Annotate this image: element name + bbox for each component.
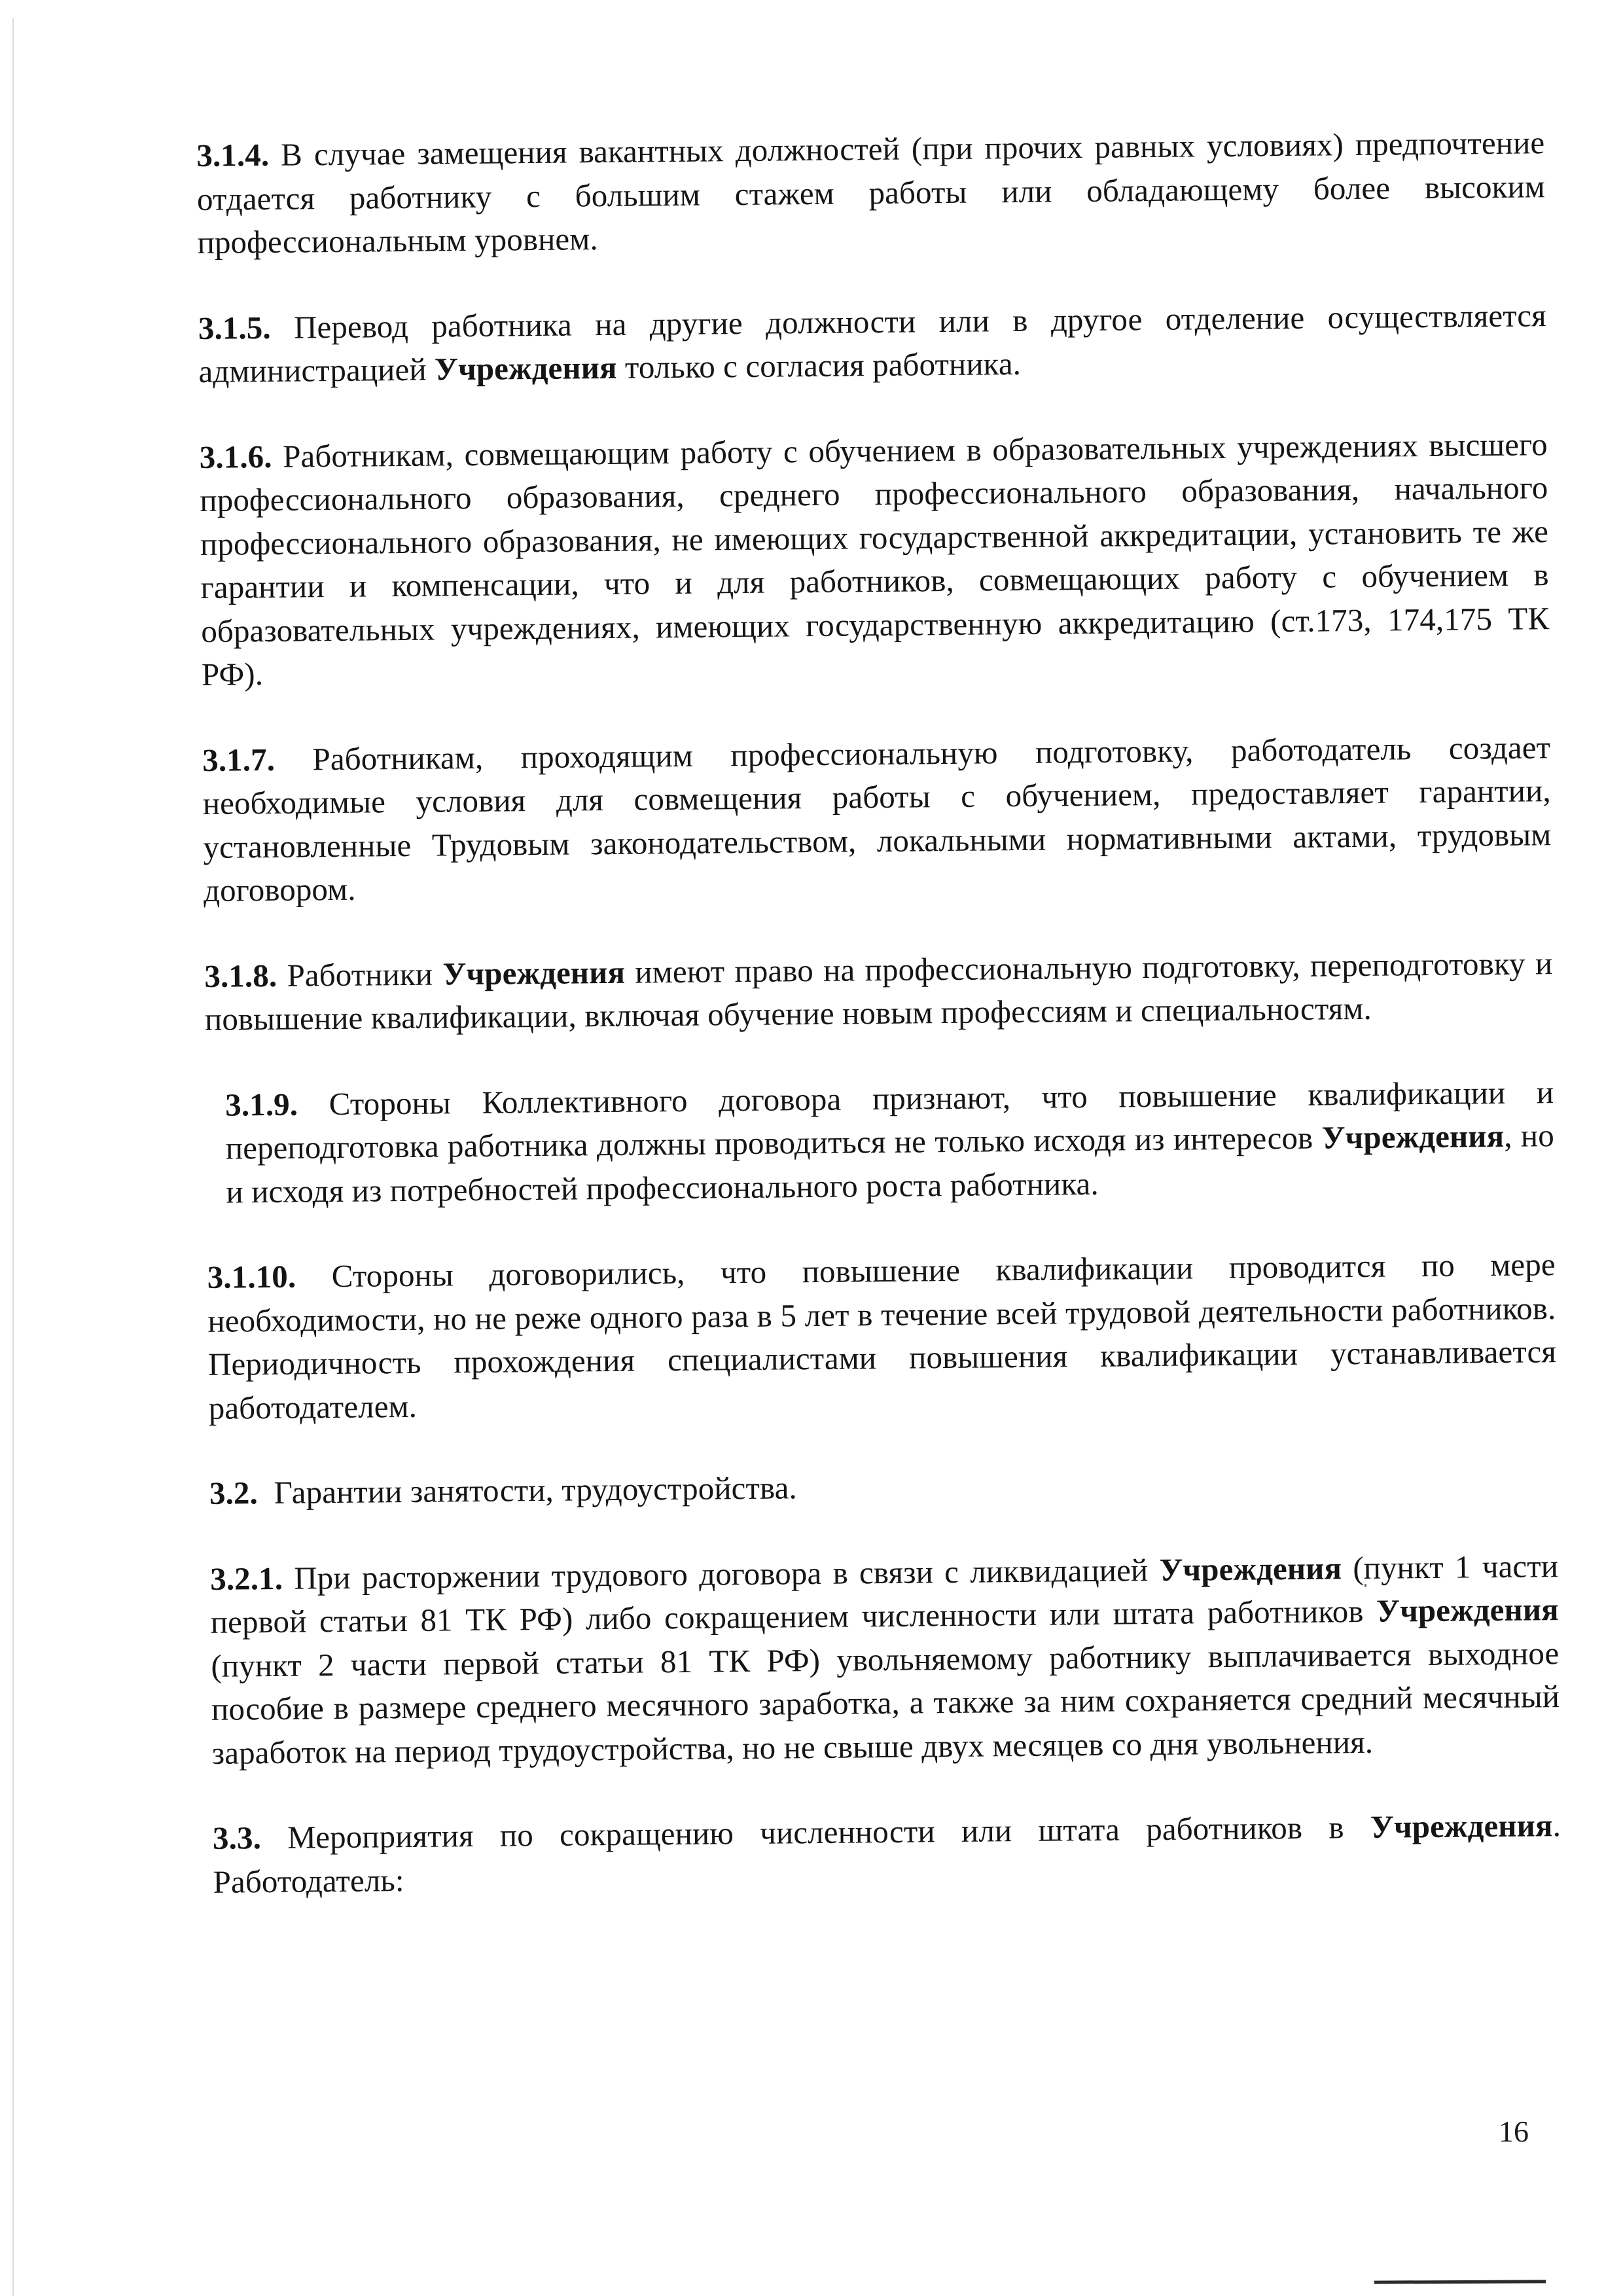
document-page — [196, 121, 1561, 1946]
institution-term: Учреждения — [1159, 1549, 1342, 1588]
clause-text: . Работодатель: — [213, 1807, 1561, 1900]
clause-text: имеют право на профессиональную подготовку, переподготовку и повышение квалификации, включая обучение новым профессиям и специальностям. — [204, 944, 1553, 1037]
clause-text: Стороны Коллективного договора признают, что повышение квалификации и переподготовка работника должны проводиться не только исходя из интересов — [225, 1073, 1554, 1166]
clause-3-1-4 — [196, 121, 1546, 264]
clause-3-2-1 — [210, 1545, 1560, 1775]
clause-number: 3.1.10. — [207, 1258, 296, 1295]
scan-edge-line — [12, 18, 14, 2296]
clause-3-1-6 — [199, 423, 1550, 697]
clause-text: Мероприятия по сокращению численности или штата работников в — [260, 1808, 1371, 1856]
clause-text: При расторжении трудового договора в связи с ликвидацией — [282, 1551, 1160, 1596]
institution-term: Учреждения — [1370, 1807, 1553, 1845]
institution-term: Учреждения — [1321, 1117, 1505, 1156]
clause-text: Работникам, совмещающим работу с обучением в образовательных учреждениях высшего профессионального образования, среднего профессионального образования, начального профессионального образования, не имеющих государственной аккредитации, установить те же гарантии и компенсации, что и для работников, совмещающих работу с обучением в образовательных учреждениях, имеющих государственную аккредитацию (ст.173, 174,175 ТК РФ). — [200, 425, 1550, 692]
clause-number: 3.1.6. — [199, 438, 272, 475]
clause-number: 3.2.1. — [209, 1560, 283, 1597]
clause-text: Работникам, проходящим профессиональную подготовку, работодатель создает необходимые условия для совмещения работы с обучением, предоставляет гарантии, установленные Трудовым законодательством, локальными нормативными актами, трудовым договором. — [202, 728, 1552, 908]
clause-number: 3.1.8. — [204, 957, 277, 994]
clause-text: (пункт 1 части первой статьи 81 ТК РФ) либо сокращением численности или штата работников — [210, 1547, 1559, 1640]
clause-text: В случае замещения вакантных должностей (при прочих равных условиях) предпочтение отдается работнику с большим стажем работы или обладающему более высоким профессиональным уровнем. — [196, 124, 1546, 260]
institution-term: Учреждения — [434, 349, 617, 387]
clause-number: 3.1.7. — [202, 741, 276, 778]
institution-term: Учреждения — [442, 954, 626, 992]
clause-3-1-5 — [198, 294, 1547, 394]
page-number: 16 — [1499, 2115, 1529, 2148]
clause-3-1-8 — [204, 942, 1553, 1042]
clause-text: (пункт 2 части первой статьи 81 ТК РФ) увольняемому работнику выплачивается выходное пособие в размере среднего месячного заработка, а также за ним сохраняется средний месячный заработок на период трудоустройства, но не свыше двух месяцев со дня увольнения. — [211, 1634, 1560, 1771]
clause-text: только с согласия работника. — [616, 345, 1022, 386]
clause-number: 3.1.4. — [196, 136, 270, 173]
section-number: 3.2. — [209, 1475, 259, 1511]
institution-term: Учреждения — [1376, 1591, 1559, 1629]
clause-3-1-9 — [205, 1071, 1555, 1214]
section-3-3 — [213, 1804, 1561, 1904]
clause-3-1-10 — [207, 1243, 1556, 1430]
section-number: 3.3. — [212, 1820, 262, 1856]
section-title: Гарантии занятости, трудоустройства. — [257, 1469, 798, 1511]
clause-text: , но и исходя из потребностей профессионального роста работника. — [226, 1117, 1555, 1210]
footer-rule — [1374, 2280, 1546, 2284]
clause-text: Стороны договорились, что повышение квалификации проводится по мере необходимости, но не реже одного раза в 5 лет в течение всей трудовой деятельности работников. Периодичность прохождения специалистами повышения квалификации устанавливается работодателем. — [207, 1246, 1557, 1426]
clause-number: 3.1.5. — [198, 309, 271, 346]
clause-3-1-7 — [202, 726, 1552, 913]
clause-number: 3.1.9. — [224, 1086, 298, 1123]
section-3-2-heading — [209, 1459, 1558, 1515]
clause-text: Перевод работника на другие должности или в другое отделение осуществляется администрацией — [198, 296, 1547, 389]
clause-text: Работники — [276, 955, 443, 994]
